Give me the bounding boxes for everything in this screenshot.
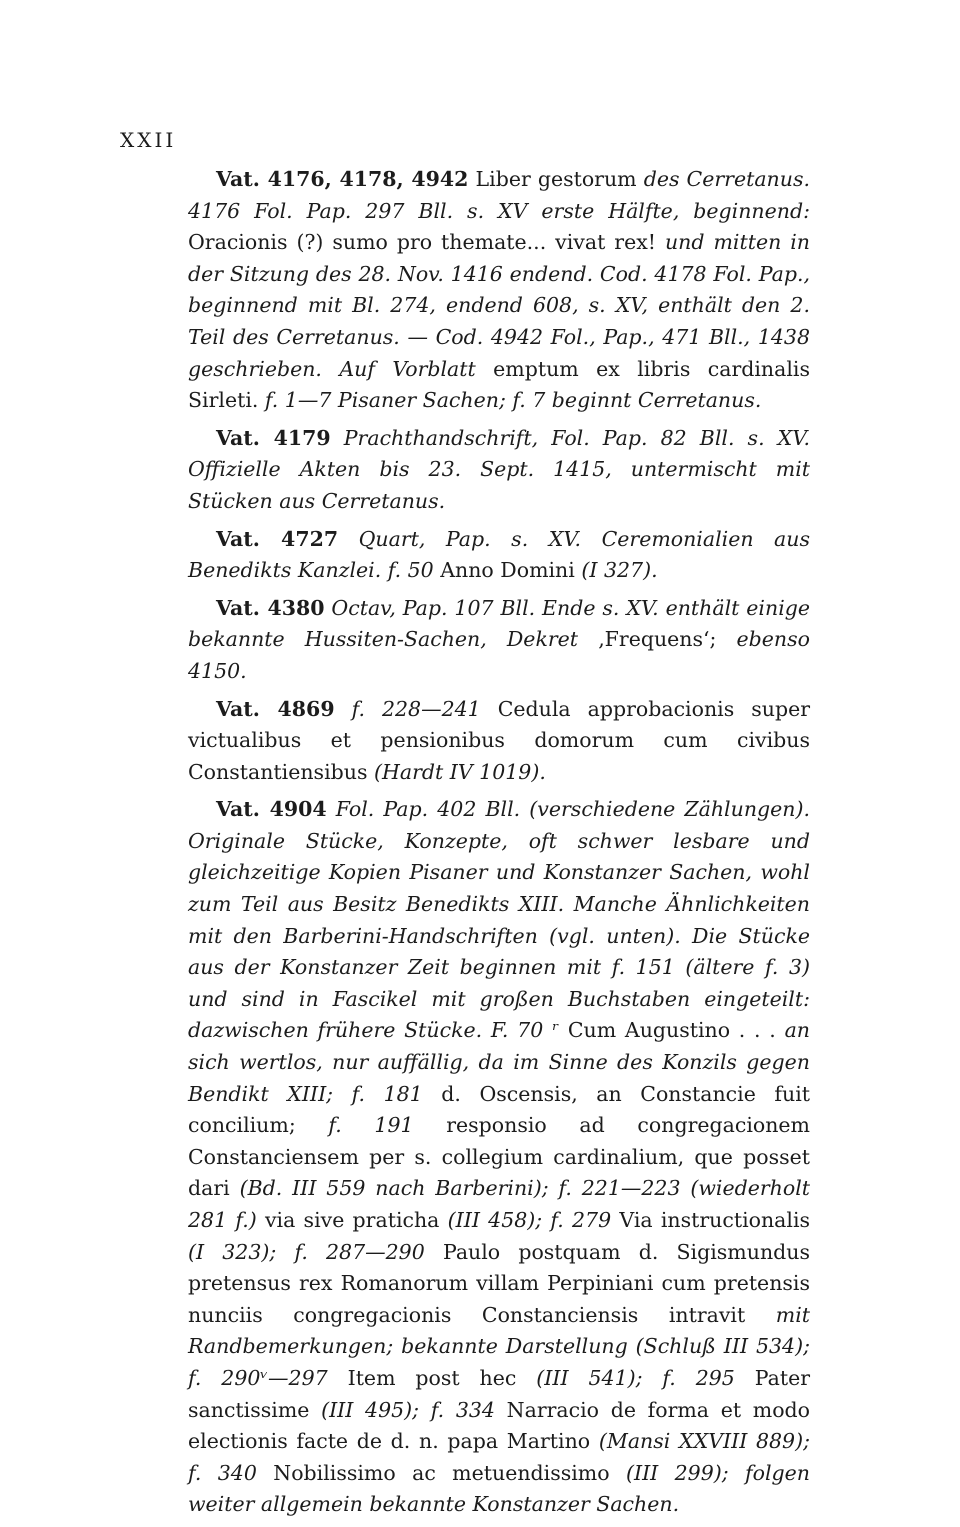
entry-text-italic: (I 323); f. 287—290 [188, 1239, 425, 1264]
entry-text-italic: (Mansi XXVIII 889); f. 340 [188, 1429, 811, 1485]
entry-text: Liber gestorum [468, 167, 644, 191]
entry-text-italic: Octav, Pap. 107 Bll. Ende s. XV. enthält einige bekannte Hussiten-Sachen, Dekret [188, 595, 811, 652]
entry-text: Item post hec [327, 1365, 537, 1390]
entry-text: Narracio de forma et modo electionis facte de d. n. papa Martino [188, 1397, 811, 1454]
entry-text-italic: des Cerretanus. 4176 Fol. Pap. 297 Bll. s. XV erste Hälfte, beginnend: [188, 167, 811, 223]
entry-text-italic: Prachthandschrift, Fol. Pap. 82 Bll. s. XV. Offizielle Akten bis 23. Sept. 1415, untermischt mit Stücken aus Cerretanus. [188, 425, 810, 513]
entry-text-italic: (Bd. III 559 nach Barberini); f. 221—223 (wiederholt 281 f.) [188, 1176, 811, 1232]
entry-text-italic: (Hardt IV 1019). [373, 759, 546, 784]
entry-text-italic: ebenso 4150. [188, 627, 810, 683]
entry-text-italic: und mitten in der Sitzung des 28. Nov. 1416 endend. Cod. 4178 Fol. Pap., beginnend mit Bl. 274, endend 608, s. XV, enthält den 2. Teil des Cerretanus. — Cod. 4942 Fol., Pap., 471 Bll., 1438 geschrieben. Auf Vorblatt [188, 230, 810, 381]
entry-text: Oracionis (?) sumo pro themate... vivat rex! [188, 230, 665, 255]
entry-text-italic: (I 327). [581, 558, 658, 583]
entry-vat-4727 [188, 524, 810, 587]
entry-text-italic: Quart, Pap. s. XV. Ceremonialien aus Benedikts Kanzlei. f. 50 [188, 526, 810, 583]
entry-text-italic: f. 191 [328, 1113, 414, 1138]
entry-text-italic: (III 458); f. 279 [447, 1208, 612, 1232]
entry-text: Paulo postquam d. Sigismundus pretensus rex Romanorum villam Perpiniani cum pretensis nunciis congregacionis Constanciensis intravit [188, 1239, 810, 1327]
entry-text-italic: (III 495); f. 334 [321, 1397, 495, 1422]
page-number: XXII [120, 128, 177, 152]
entry-text: d. Oscensis, an Constancie fuit concilium; [188, 1081, 810, 1138]
entry-text: responsio ad congregacionem Constanciensem per s. collegium cardinalium, que posset dari [188, 1113, 810, 1201]
entry-vat-4869 [188, 694, 810, 789]
entry-vat-4380 [188, 593, 810, 688]
entry-text: via sive praticha [256, 1208, 448, 1232]
entry-heading: Vat. 4380 [216, 595, 325, 620]
entry-heading: Vat. 4904 [216, 797, 327, 822]
entry-vat-4176 [188, 164, 810, 417]
entry-text-italic: f. 228—241 [334, 696, 481, 721]
entry-text: Nobilissimo ac metuendissimo [256, 1460, 626, 1485]
entry-text: Anno Domini [433, 558, 582, 583]
entry-text: emptum ex libris cardinalis Sirleti. [188, 356, 810, 413]
entry-text-italic: f. 1—7 Pisaner Sachen; f. 7 beginnt Cerretanus. [264, 388, 762, 413]
entry-heading: Vat. 4727 [216, 526, 339, 551]
entry-text-italic: mit Randbemerkungen; bekannte Darstellung (Schluß III 534); f. 290ᵛ—297 [188, 1302, 810, 1390]
entry-heading: Vat. 4179 [216, 425, 331, 450]
entry-text: Via instructionalis [611, 1208, 811, 1232]
entry-text: Pater sanctissime [188, 1365, 811, 1422]
entry-text: Cedula approbacionis super victualibus et pensionibus domorum cum civibus Constantiensibus [188, 696, 811, 784]
entry-text-italic: (III 299); folgen weiter allgemein bekannte Konstanzer Sachen. [188, 1460, 810, 1517]
entry-text-italic: (III 541); f. 295 [536, 1365, 735, 1390]
entry-text: Cum Augustino . . . [559, 1018, 785, 1043]
entry-text-italic: an sich wertlos, nur auffällig, da im Sinne des Konzils gegen Bendikt XIII; f. 181 [188, 1018, 810, 1106]
entry-text-italic: Fol. Pap. 402 Bll. (verschiedene Zählungen). Originale Stücke, Konzepte, oft schwer lesbare und gleichzeitige Kopien Pisaner und Konstanzer Sachen, wohl zum Teil aus Besitz Benedikts XIII. Manche Ähnlichkeiten mit den Barberini-Handschriften (vgl. unten). Die Stücke aus der Konstanzer Zeit beginnen mit f. 151 (ältere f. 3) und sind in Fascikel mit großen Buchstaben eingeteilt: dazwischen frühere Stücke. F. 70 ʳ [188, 797, 810, 1043]
entry-heading: Vat. 4176, 4178, 4942 [216, 167, 469, 191]
entry-heading: Vat. 4869 [216, 696, 335, 721]
entry-text: ‚Frequens‘; [578, 627, 737, 652]
catalog-entries [188, 164, 810, 1527]
entry-vat-4179 [188, 423, 810, 518]
